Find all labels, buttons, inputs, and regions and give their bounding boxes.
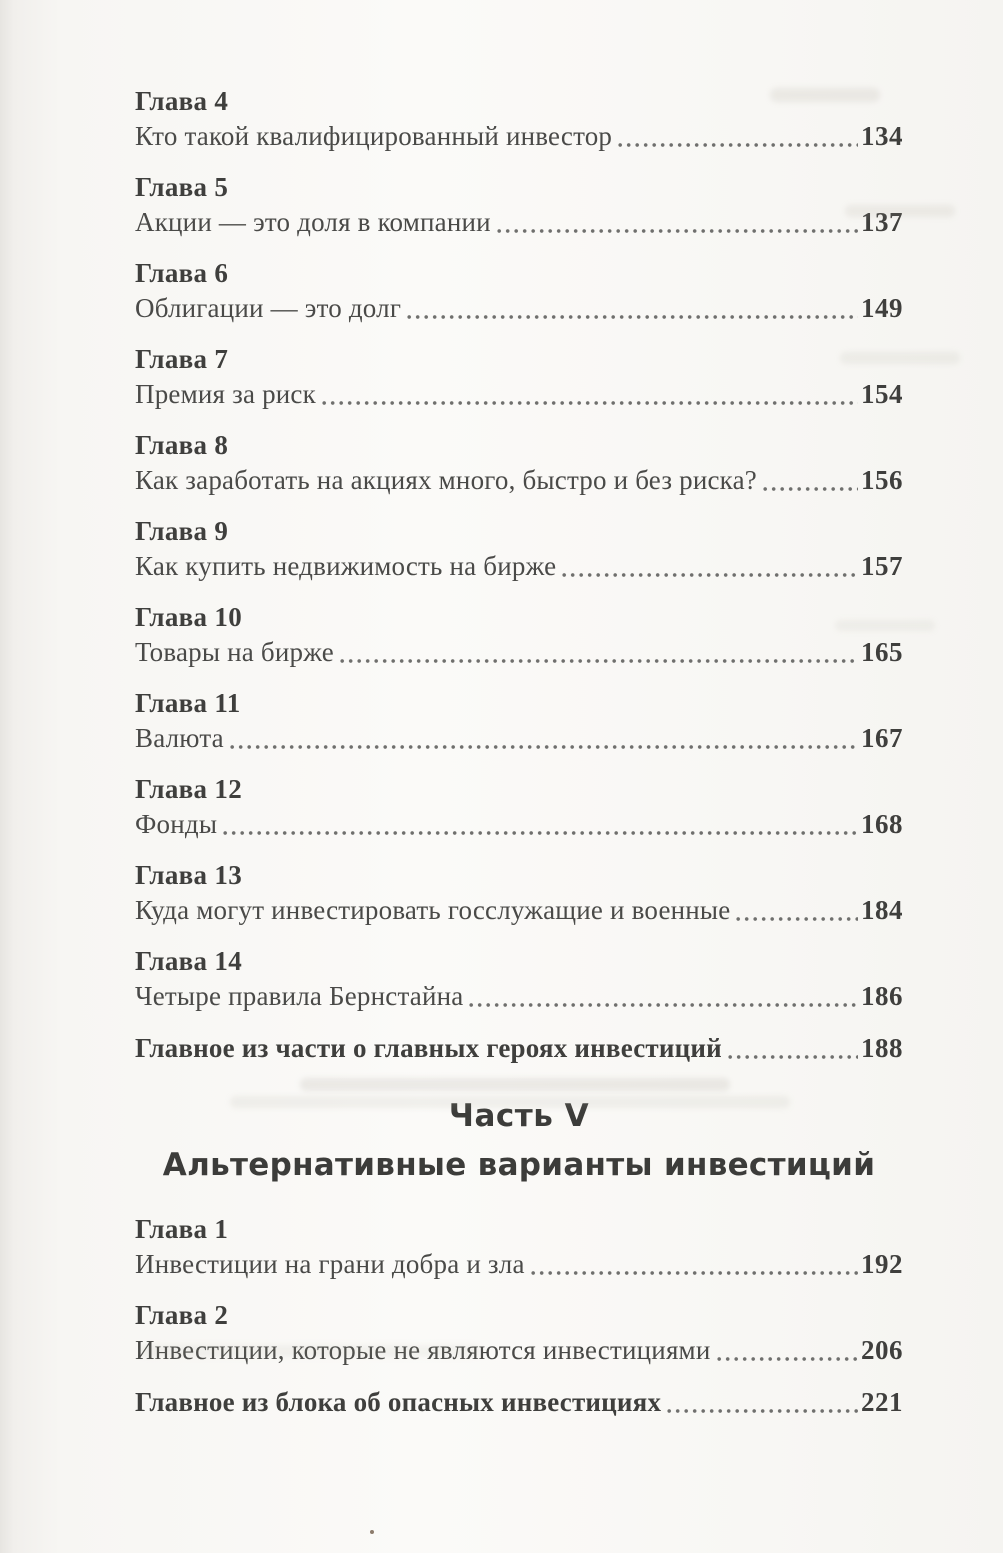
toc-entry bbox=[135, 1298, 903, 1368]
chapter-label: Глава 10 bbox=[135, 602, 243, 632]
chapter-label: Глава 12 bbox=[135, 774, 243, 804]
page-number: 167 bbox=[861, 723, 903, 753]
page-number: 186 bbox=[861, 981, 903, 1011]
chapter-title: Облигации — это долг bbox=[135, 293, 402, 323]
dot-leader bbox=[763, 482, 858, 493]
toc-entry bbox=[135, 772, 903, 842]
chapter-label: Глава 6 bbox=[135, 258, 229, 288]
toc-section-b bbox=[135, 1212, 903, 1420]
dot-leader bbox=[717, 1352, 859, 1363]
chapter-title-row bbox=[135, 892, 903, 928]
dot-leader bbox=[469, 998, 858, 1009]
page-number: 157 bbox=[861, 551, 903, 581]
section-summary-row bbox=[135, 1384, 903, 1420]
dot-leader bbox=[497, 224, 858, 235]
toc-entry bbox=[135, 944, 903, 1014]
dot-leader bbox=[618, 138, 858, 149]
chapter-title-row bbox=[135, 1332, 903, 1368]
chapter-label: Глава 8 bbox=[135, 430, 229, 460]
chapter-title: Куда могут инвестировать госслужащие и военные bbox=[135, 895, 731, 925]
dot-leader bbox=[223, 826, 858, 837]
toc-entry bbox=[135, 600, 903, 670]
section-summary-row bbox=[135, 1030, 903, 1066]
chapter-title-row bbox=[135, 720, 903, 756]
dot-leader bbox=[322, 396, 858, 407]
chapter-label: Глава 4 bbox=[135, 86, 229, 116]
chapter-title: Премия за риск bbox=[135, 379, 316, 409]
chapter-title-row bbox=[135, 290, 903, 326]
chapter-title-row bbox=[135, 1246, 903, 1282]
chapter-title-row bbox=[135, 204, 903, 240]
dot-leader bbox=[407, 310, 858, 321]
toc-entry bbox=[135, 1212, 903, 1282]
toc-section-a bbox=[135, 84, 903, 1066]
part-title: Альтернативные варианты инвестиций bbox=[162, 1147, 876, 1183]
page-number: 184 bbox=[861, 895, 903, 925]
toc-entry bbox=[135, 514, 903, 584]
toc-entry bbox=[135, 170, 903, 240]
toc-entry bbox=[135, 686, 903, 756]
chapter-title: Валюта bbox=[135, 723, 224, 753]
page-number: 149 bbox=[861, 293, 903, 323]
chapter-title: Кто такой квалифицированный инвестор bbox=[135, 121, 613, 151]
chapter-title-row bbox=[135, 376, 903, 412]
chapter-label: Глава 7 bbox=[135, 344, 229, 374]
page-number: 168 bbox=[861, 809, 903, 839]
page-number: 137 bbox=[861, 207, 903, 237]
chapter-title: Товары на бирже bbox=[135, 637, 334, 667]
section-summary-title: Главное из части о главных героях инвестиций bbox=[135, 1033, 722, 1063]
chapter-title: Инвестиции на грани добра и зла bbox=[135, 1249, 525, 1279]
part-heading bbox=[135, 1094, 903, 1188]
page-number: 206 bbox=[861, 1335, 903, 1365]
chapter-label: Глава 14 bbox=[135, 946, 243, 976]
dot-leader bbox=[667, 1404, 858, 1415]
page-number: 165 bbox=[861, 637, 903, 667]
chapter-label: Глава 5 bbox=[135, 172, 229, 202]
toc-entry bbox=[135, 84, 903, 154]
toc-entry bbox=[135, 342, 903, 412]
chapter-label: Глава 1 bbox=[135, 1214, 229, 1244]
dot-leader bbox=[728, 1050, 858, 1061]
chapter-title-row bbox=[135, 806, 903, 842]
dot-leader bbox=[531, 1266, 858, 1277]
chapter-title-row bbox=[135, 634, 903, 670]
chapter-label: Глава 13 bbox=[135, 860, 243, 890]
toc-entry bbox=[135, 256, 903, 326]
page-number: 221 bbox=[861, 1387, 903, 1417]
dot-leader bbox=[340, 654, 858, 665]
part-number: Часть V bbox=[448, 1098, 590, 1134]
showthrough-mark bbox=[300, 1078, 730, 1091]
dot-leader bbox=[736, 912, 858, 923]
page-number: 188 bbox=[861, 1033, 903, 1063]
chapter-title-row bbox=[135, 548, 903, 584]
chapter-title-row bbox=[135, 462, 903, 498]
page-number: 134 bbox=[861, 121, 903, 151]
page-number: 192 bbox=[861, 1249, 903, 1279]
chapter-title: Фонды bbox=[135, 809, 218, 839]
chapter-title: Инвестиции, которые не являются инвестициями bbox=[135, 1335, 711, 1365]
chapter-label: Глава 9 bbox=[135, 516, 229, 546]
chapter-title: Четыре правила Бернстайна bbox=[135, 981, 464, 1011]
page-number: 156 bbox=[861, 465, 903, 495]
dot-leader bbox=[230, 740, 858, 751]
chapter-label: Глава 11 bbox=[135, 688, 241, 718]
chapter-title-row bbox=[135, 978, 903, 1014]
toc-entry bbox=[135, 858, 903, 928]
chapter-title: Как купить недвижимость на бирже bbox=[135, 551, 557, 581]
section-summary-title: Главное из блока об опасных инвестициях bbox=[135, 1387, 662, 1417]
chapter-title-row bbox=[135, 118, 903, 154]
page-number: 154 bbox=[861, 379, 903, 409]
toc-entry bbox=[135, 428, 903, 498]
dot-leader bbox=[562, 568, 858, 579]
chapter-label: Глава 2 bbox=[135, 1300, 229, 1330]
chapter-title: Акции — это доля в компании bbox=[135, 207, 491, 237]
paper-speck bbox=[370, 1530, 374, 1534]
chapter-title: Как заработать на акциях много, быстро и без риска? bbox=[135, 465, 757, 495]
